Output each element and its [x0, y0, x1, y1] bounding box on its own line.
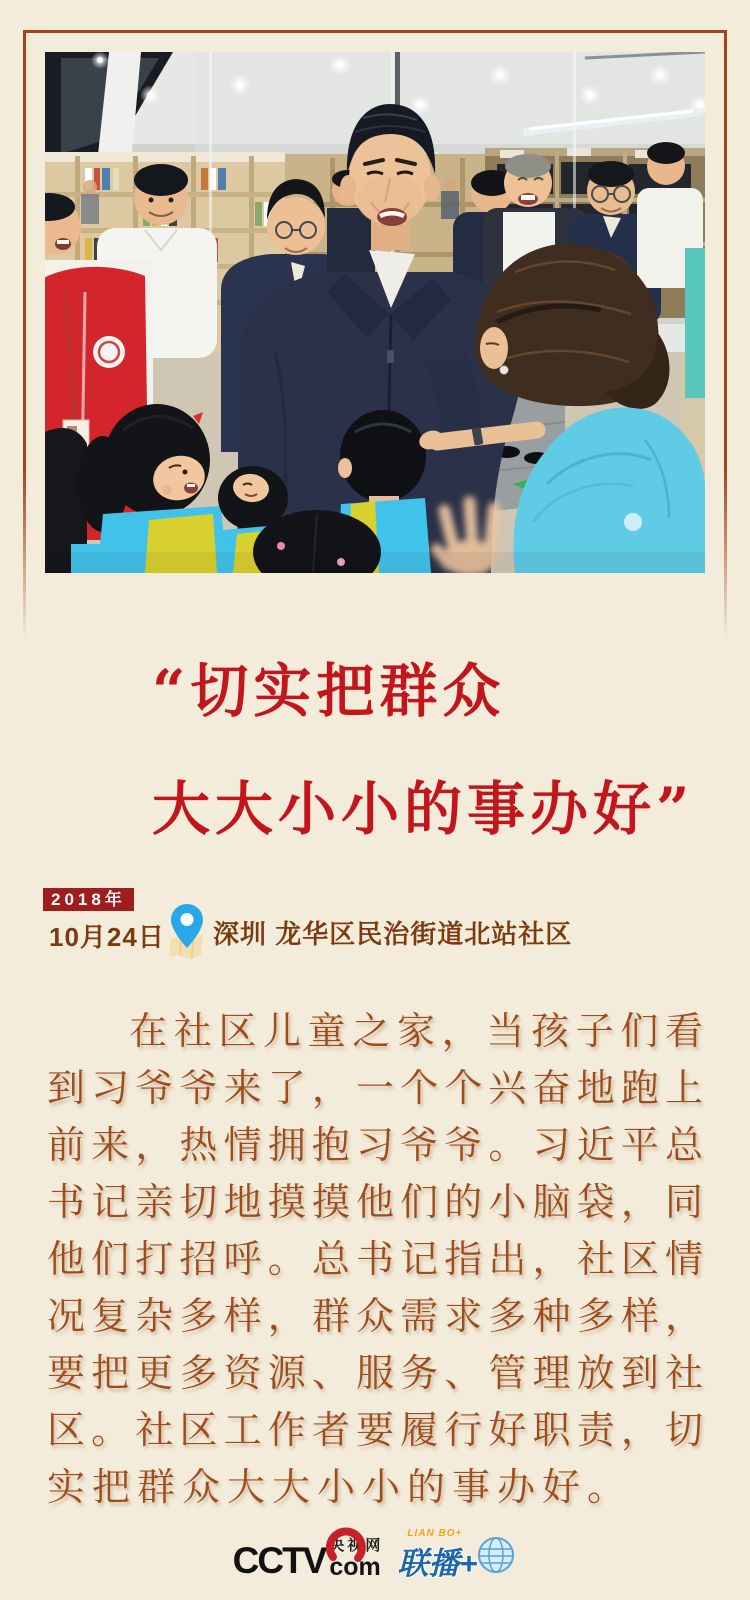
quote-line-1: “切实把群众 [152, 657, 506, 725]
quote-line-2: 大大小小的事办好” [152, 775, 695, 843]
cctv-logo [233, 1526, 384, 1580]
year-badge: 2018年 [43, 888, 134, 911]
map-pin-icon [167, 903, 207, 961]
meta-row [43, 888, 705, 966]
location-text: 深圳 龙华区民治街道北站社区 [213, 919, 573, 949]
body-line: 他们打招呼。总书记指出，社区情 [47, 1237, 705, 1281]
body-line: 况复杂多样，群众需求多种多样， [47, 1294, 705, 1338]
frame-border-right [724, 30, 727, 640]
body-paragraph [47, 1003, 705, 1516]
photo [45, 52, 705, 573]
body-line: 书记亲切地摸摸他们的小脑袋，同 [47, 1180, 705, 1224]
lianbo-en-label: LIAN BO+ [407, 1528, 463, 1539]
teal-shirt-person [685, 248, 705, 398]
frame-border-top [23, 30, 727, 33]
cctv-wordmark: CCTV [232, 1540, 326, 1581]
body-line: 要把更多资源、服务、管理放到社 [47, 1351, 705, 1395]
body-line: 在社区儿童之家，当孩子们看 [129, 1009, 705, 1053]
cctv-cn-label: 央视网 [329, 1537, 384, 1554]
cctv-com-label: com [329, 1553, 381, 1581]
date-text: 10月24日 [49, 922, 165, 952]
footer-logos [0, 1520, 750, 1580]
cctv-swoosh-icon [321, 1524, 369, 1568]
body-line: 到习爷爷来了，一个个兴奋地跑上 [47, 1066, 705, 1110]
body-line: 前来，热情拥抱习爷爷。习近平总 [47, 1123, 705, 1167]
globe-icon [477, 1536, 515, 1574]
lianbo-plus-logo [397, 1528, 517, 1581]
photo-illustration [45, 52, 705, 573]
frame-border-left [23, 30, 26, 640]
body-line: 实把群众大大小小的事办好。 [47, 1465, 633, 1509]
quote-calligraphy [48, 632, 750, 868]
body-line: 区。社区工作者要履行好职责，切 [47, 1408, 705, 1452]
lianbo-cn-label: 联播+ [397, 1546, 478, 1581]
